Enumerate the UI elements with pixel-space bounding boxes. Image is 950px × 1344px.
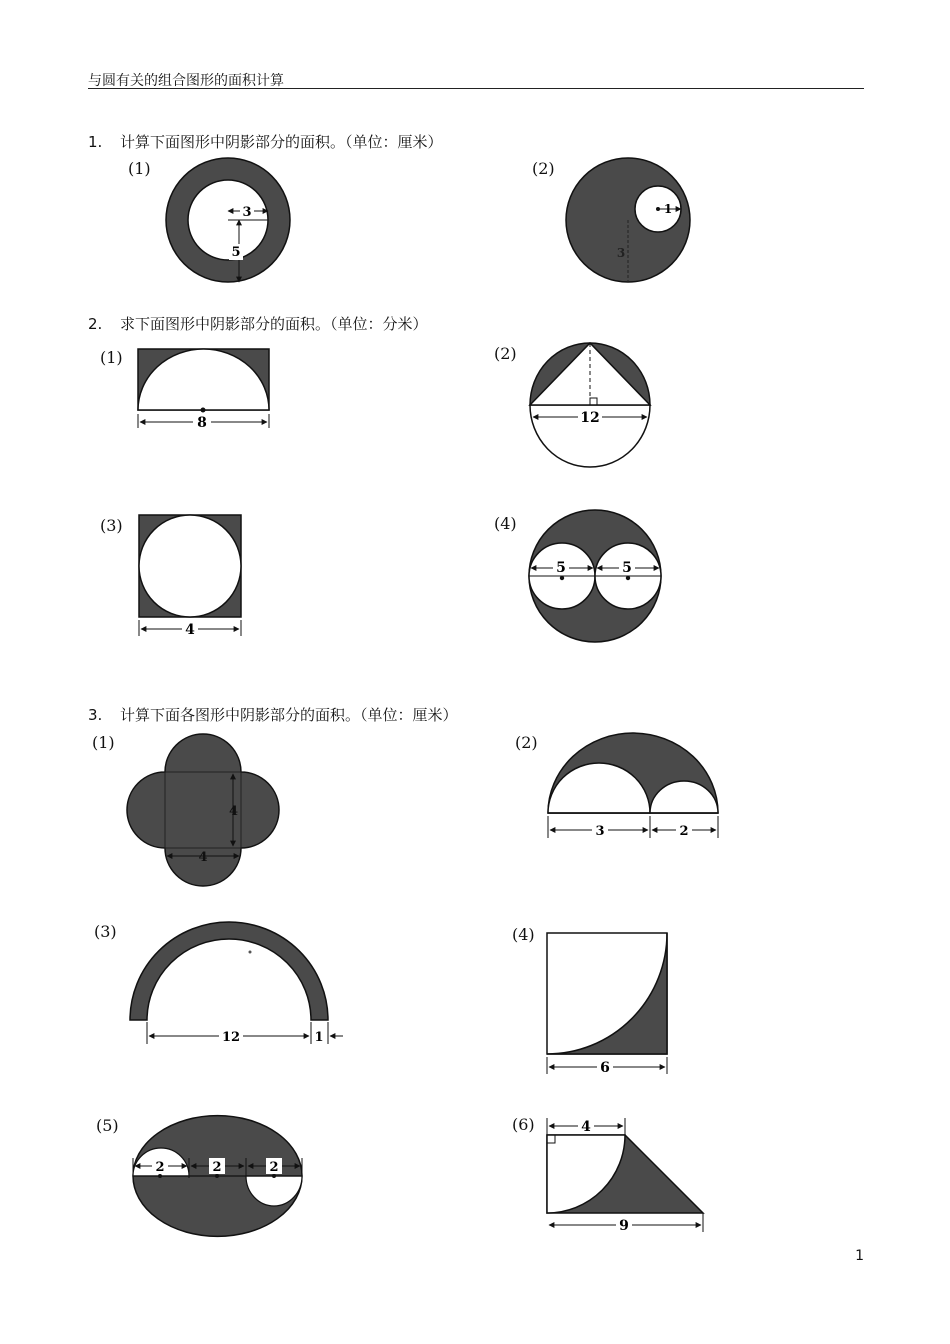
dim-8: 8 bbox=[197, 415, 207, 431]
figure-label-1-1: (1) bbox=[128, 159, 151, 178]
header-title: 与圆有关的组合图形的面积计算 bbox=[88, 73, 284, 89]
svg-text:5: 5 bbox=[556, 560, 566, 576]
figure-q3-4-square-quarter bbox=[547, 933, 667, 1076]
question-1-text: 计算下面图形中阴影部分的面积。（单位：厘米） bbox=[120, 133, 443, 151]
figure-label-3-2: (2) bbox=[515, 733, 538, 752]
figure-label-3-6: (6) bbox=[512, 1115, 535, 1134]
svg-text:4: 4 bbox=[581, 1119, 591, 1135]
figure-label-3-5: (5) bbox=[96, 1116, 119, 1135]
figure-label-2-2: (2) bbox=[494, 344, 517, 363]
question-2-number: 2. bbox=[88, 315, 103, 333]
figure-label-2-3: (3) bbox=[100, 516, 123, 535]
svg-text:2: 2 bbox=[155, 1160, 165, 1175]
svg-text:2: 2 bbox=[679, 824, 689, 839]
figure-q3-5-s-shape bbox=[133, 1116, 302, 1237]
figure-q3-3-semi-annulus bbox=[130, 922, 343, 1045]
figure-label-3-4: (4) bbox=[512, 925, 535, 944]
figure-q2-2-circle-triangle bbox=[530, 343, 650, 467]
svg-text:5: 5 bbox=[622, 560, 632, 576]
dim-12: 12 bbox=[580, 410, 600, 426]
hole-dim-1: 1 bbox=[663, 202, 673, 216]
svg-text:3: 3 bbox=[595, 824, 605, 839]
question-3-text: 计算下面各图形中阴影部分的面积。（单位：厘米） bbox=[120, 706, 458, 724]
figure-label-3-1: (1) bbox=[92, 733, 115, 752]
svg-text:4: 4 bbox=[198, 850, 208, 865]
figure-label-3-3: (3) bbox=[94, 922, 117, 941]
svg-text:12: 12 bbox=[221, 1030, 241, 1045]
figure-q2-1-rect-semicircle bbox=[138, 349, 269, 431]
figure-label-1-2: (2) bbox=[532, 159, 555, 178]
figure-q3-1-quatrefoil bbox=[127, 734, 279, 886]
svg-text:2: 2 bbox=[212, 1160, 222, 1175]
figure-label-2-4: (4) bbox=[494, 514, 517, 533]
page-number: 1 bbox=[855, 1248, 864, 1264]
svg-text:1: 1 bbox=[314, 1030, 324, 1045]
ring-dim-5: 5 bbox=[231, 245, 241, 260]
question-3-number: 3. bbox=[88, 706, 103, 724]
figure-q2-4-three-circles bbox=[529, 510, 661, 642]
figure-q3-6-trapezoid bbox=[547, 1118, 703, 1234]
figure-q1-2-circle bbox=[566, 158, 690, 282]
svg-text:6: 6 bbox=[600, 1060, 610, 1076]
svg-text:9: 9 bbox=[619, 1218, 629, 1234]
ring-dim-3: 3 bbox=[242, 205, 252, 220]
question-2-text: 求下面图形中阴影部分的面积。（单位：分米） bbox=[120, 315, 428, 333]
svg-text:2: 2 bbox=[269, 1160, 279, 1175]
figure-q2-3-square-circle bbox=[139, 515, 241, 638]
svg-text:4: 4 bbox=[229, 804, 239, 819]
dim-4: 4 bbox=[185, 622, 195, 638]
circle-dim-3: 3 bbox=[616, 246, 626, 260]
figure-q3-2-semicircles bbox=[548, 733, 718, 839]
figure-q1-1-ring bbox=[166, 158, 290, 282]
question-1-number: 1. bbox=[88, 133, 103, 151]
figure-label-2-1: (1) bbox=[100, 348, 123, 367]
